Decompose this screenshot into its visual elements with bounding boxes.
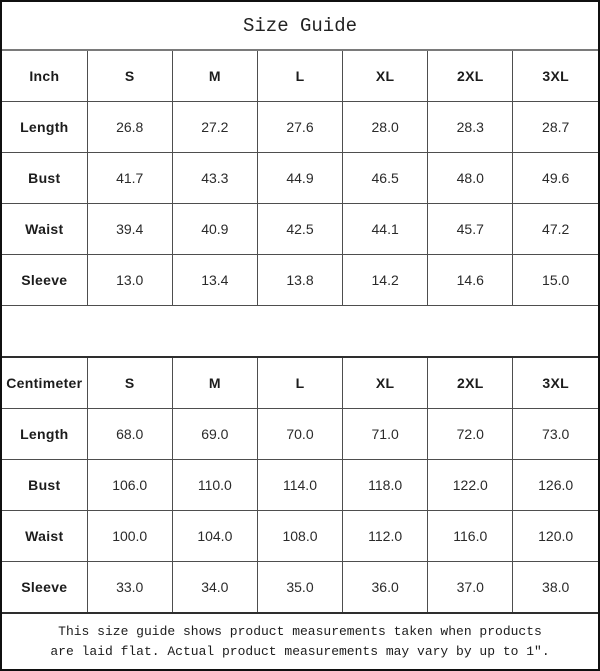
spacer-row bbox=[2, 306, 598, 358]
inch-header-row bbox=[2, 51, 598, 102]
footer-line-1: This size guide shows product measurements taken when products bbox=[58, 623, 542, 639]
table-row bbox=[2, 153, 598, 204]
row-label: Length bbox=[2, 409, 87, 460]
value-cell: 44.9 bbox=[257, 153, 342, 204]
table-row bbox=[2, 511, 598, 562]
value-cell: 120.0 bbox=[513, 511, 598, 562]
value-cell: 34.0 bbox=[172, 562, 257, 613]
size-header-cell: XL bbox=[343, 358, 428, 409]
row-label: Sleeve bbox=[2, 255, 87, 306]
size-header-cell: 2XL bbox=[428, 51, 513, 102]
row-label: Length bbox=[2, 102, 87, 153]
inch-table bbox=[2, 51, 598, 306]
value-cell: 39.4 bbox=[87, 204, 172, 255]
value-cell: 126.0 bbox=[513, 460, 598, 511]
value-cell: 14.2 bbox=[343, 255, 428, 306]
row-label: Sleeve bbox=[2, 562, 87, 613]
value-cell: 13.8 bbox=[257, 255, 342, 306]
value-cell: 27.6 bbox=[257, 102, 342, 153]
size-header-cell: 2XL bbox=[428, 358, 513, 409]
size-header-cell: S bbox=[87, 358, 172, 409]
value-cell: 26.8 bbox=[87, 102, 172, 153]
value-cell: 118.0 bbox=[343, 460, 428, 511]
size-header-cell: M bbox=[172, 51, 257, 102]
value-cell: 33.0 bbox=[87, 562, 172, 613]
value-cell: 43.3 bbox=[172, 153, 257, 204]
value-cell: 110.0 bbox=[172, 460, 257, 511]
row-label: Bust bbox=[2, 460, 87, 511]
value-cell: 15.0 bbox=[513, 255, 598, 306]
footer-line-2: are laid flat. Actual product measurements may vary by up to 1″. bbox=[50, 643, 550, 659]
table-row bbox=[2, 460, 598, 511]
row-label: Waist bbox=[2, 511, 87, 562]
value-cell: 28.7 bbox=[513, 102, 598, 153]
value-cell: 41.7 bbox=[87, 153, 172, 204]
value-cell: 100.0 bbox=[87, 511, 172, 562]
value-cell: 27.2 bbox=[172, 102, 257, 153]
value-cell: 36.0 bbox=[343, 562, 428, 613]
value-cell: 106.0 bbox=[87, 460, 172, 511]
size-header-cell: M bbox=[172, 358, 257, 409]
centimeter-header-row bbox=[2, 358, 598, 409]
value-cell: 13.0 bbox=[87, 255, 172, 306]
table-row bbox=[2, 562, 598, 613]
value-cell: 45.7 bbox=[428, 204, 513, 255]
value-cell: 40.9 bbox=[172, 204, 257, 255]
size-header-cell: L bbox=[257, 51, 342, 102]
value-cell: 48.0 bbox=[428, 153, 513, 204]
value-cell: 47.2 bbox=[513, 204, 598, 255]
value-cell: 104.0 bbox=[172, 511, 257, 562]
value-cell: 49.6 bbox=[513, 153, 598, 204]
value-cell: 37.0 bbox=[428, 562, 513, 613]
value-cell: 122.0 bbox=[428, 460, 513, 511]
page-title: Size Guide bbox=[2, 2, 598, 51]
value-cell: 114.0 bbox=[257, 460, 342, 511]
value-cell: 69.0 bbox=[172, 409, 257, 460]
value-cell: 71.0 bbox=[343, 409, 428, 460]
unit-header-cell: Inch bbox=[2, 51, 87, 102]
value-cell: 38.0 bbox=[513, 562, 598, 613]
value-cell: 116.0 bbox=[428, 511, 513, 562]
value-cell: 70.0 bbox=[257, 409, 342, 460]
value-cell: 68.0 bbox=[87, 409, 172, 460]
value-cell: 44.1 bbox=[343, 204, 428, 255]
value-cell: 46.5 bbox=[343, 153, 428, 204]
centimeter-table bbox=[2, 358, 598, 612]
row-label: Bust bbox=[2, 153, 87, 204]
value-cell: 35.0 bbox=[257, 562, 342, 613]
row-label: Waist bbox=[2, 204, 87, 255]
table-row bbox=[2, 255, 598, 306]
value-cell: 14.6 bbox=[428, 255, 513, 306]
value-cell: 73.0 bbox=[513, 409, 598, 460]
value-cell: 28.3 bbox=[428, 102, 513, 153]
unit-header-cell: Centimeter bbox=[2, 358, 87, 409]
size-header-cell: 3XL bbox=[513, 358, 598, 409]
value-cell: 42.5 bbox=[257, 204, 342, 255]
value-cell: 112.0 bbox=[343, 511, 428, 562]
table-row bbox=[2, 102, 598, 153]
value-cell: 72.0 bbox=[428, 409, 513, 460]
footer-note bbox=[2, 612, 598, 669]
size-header-cell: S bbox=[87, 51, 172, 102]
table-row bbox=[2, 409, 598, 460]
size-header-cell: 3XL bbox=[513, 51, 598, 102]
table-row bbox=[2, 204, 598, 255]
size-header-cell: L bbox=[257, 358, 342, 409]
size-header-cell: XL bbox=[343, 51, 428, 102]
value-cell: 13.4 bbox=[172, 255, 257, 306]
value-cell: 28.0 bbox=[343, 102, 428, 153]
value-cell: 108.0 bbox=[257, 511, 342, 562]
